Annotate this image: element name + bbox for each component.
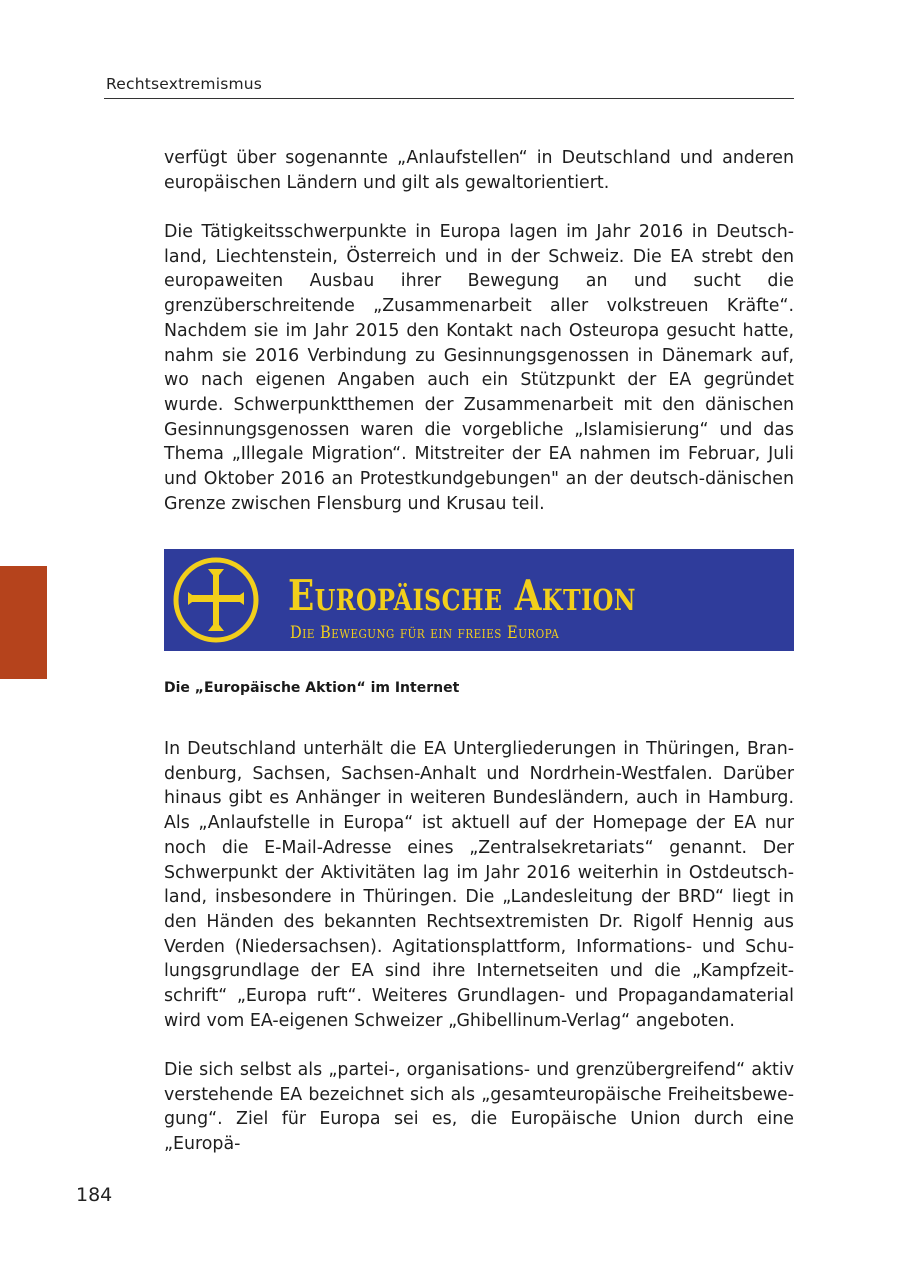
banner-title: Europäische Aktion <box>288 571 636 620</box>
chapter-side-tab <box>0 566 47 679</box>
header-rule <box>104 98 794 99</box>
body-paragraph-2: Die Tätigkeitsschwerpunkte in Europa lagen im Jahr 2016 in Deutschland, Liechtenstein, Österreich und in der Schweiz. Die EA strebt den europaweiten Ausbau ihrer Bewegung an und sucht die grenzüberschreitende „Zusammenarbeit aller volkstreuen Kräfte“. Nachdem sie im Jahr 2015 den Kontakt nach Osteuropa gesucht hatte, nahm sie 2016 Verbindung zu Gesinnungsgenossen in Dänemark auf, wo nach eigenen Angaben auch ein Stützpunkt der EA gegründet wurde. Schwerpunktthemen der Zusammenarbeit mit den dänischen Gesinnungsgenossen waren die vorgebliche „Islamisierung“ und das Thema „Illegale Migration“. Mitstreiter der EA nahmen im Februar, Juli und Oktober 2016 an Protestkundgebungen" an der deutsch-dänischen Grenze zwischen Flensburg und Krusau teil. <box>164 222 794 514</box>
banner-subtitle: Die Bewegung für ein freies Europa <box>290 623 560 643</box>
figure-caption: Die „Europäische Aktion“ im Internet <box>164 680 460 696</box>
page-number: 184 <box>76 1184 113 1206</box>
body-paragraph-4: Die sich selbst als „partei-, organisations- und grenzübergreifend“ aktiv verstehende EA bezeichnet sich als „gesamteuropäische Freiheitsbewegung“. Ziel für Europa sei es, die Europäische Union durch eine „Europä- <box>164 1060 794 1155</box>
body-paragraph-1: verfügt über sogenannte „Anlaufstellen“ in Deutschland und anderen europäischen Ländern und gilt als gewaltorientiert. <box>164 148 794 193</box>
body-paragraph-3: In Deutschland unterhält die EA Untergliederungen in Thüringen, Brandenburg, Sachsen, Sachsen-Anhalt und Nordrhein-Westfalen. Darüber hinaus gibt es Anhänger in weiteren Bundesländern, auch in Hamburg. Als „Anlaufstelle in Europa“ ist aktuell auf der Homepage der EA nur noch die E-Mail-Adresse eines „Zentralsekretariats“ genannt. Der Schwerpunkt der Aktivitäten lag im Jahr 2016 weiterhin in Ostdeutschland, insbesondere in Thüringen. Die „Landesleitung der BRD“ liegt in den Händen des bekannten Rechtsextremisten Dr. Rigolf Hennig aus Verden (Niedersachsen). Agitationsplattform, Informations- und Schulungsgrundlage der EA sind ihre Internetseiten und die „Kampfzeitschrift“ „Europa ruft“. Weiteres Grundlagen- und Propagandamaterial wird vom EA-eigenen Schweizer „Ghibellinum-Verlag“ angeboten. <box>164 739 794 1031</box>
cross-in-circle-icon <box>164 549 284 651</box>
europaeische-aktion-banner <box>164 549 794 651</box>
running-header: Rechtsextremismus <box>106 75 263 93</box>
